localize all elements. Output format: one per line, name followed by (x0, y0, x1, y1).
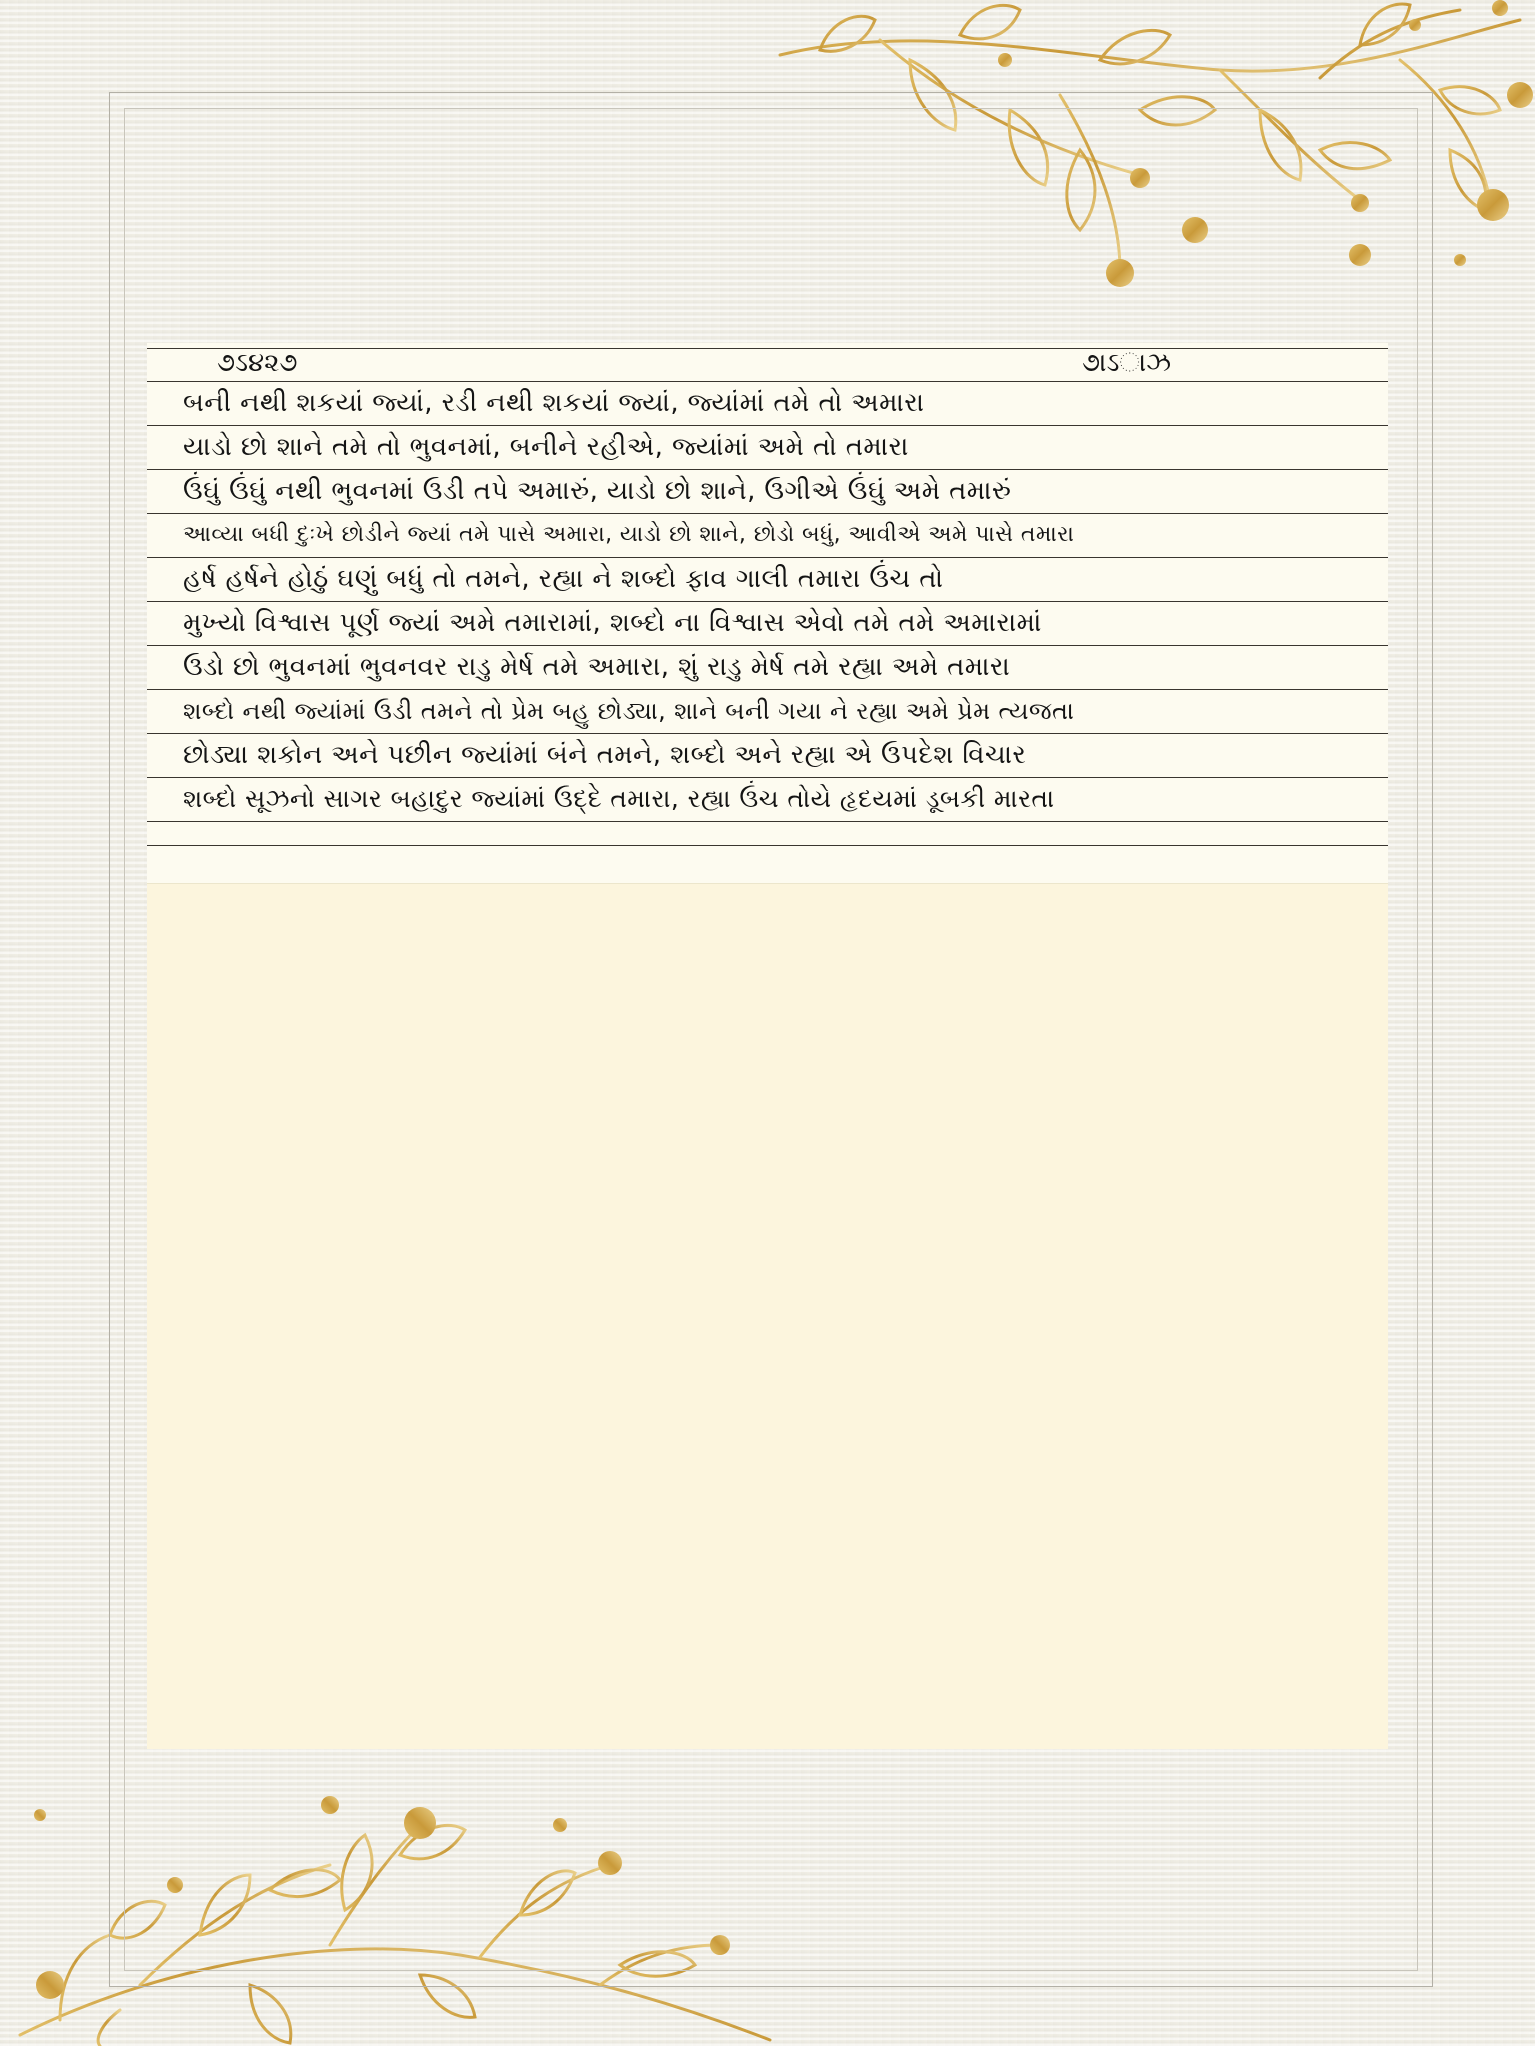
letter-line-10: શબ્દો સૂઝનો સાગર બહાદુર જ્યાંમાં ઉદ્દે તમારા, રહ્યા ઉંચ તોયે હૃદયમાં ડૂબકી મારતા (183, 784, 1055, 813)
ruled-line (147, 733, 1388, 734)
ruled-line (147, 348, 1388, 349)
ruled-line (147, 381, 1388, 382)
letter-line-9: છોડ્યા શકોન અને પછીન જ્યાંમાં બંને તમને, શબ્દો અને રહ્યા એ ઉપદેશ વિચાર (183, 740, 1027, 770)
ruled-line (147, 425, 1388, 426)
letter-line-7: ઉડો છો ભુવનમાં ભુવનવર રાડુ મેર્ષ તમે અમારા, શું રાડુ મેર્ષ તમે રહ્યા અમે તમારા (183, 652, 1011, 682)
letter-line-1: બની નથી શકયાં જ્યાં, રડી નથી શકયાં જ્યાં, જ્યાંમાં તમે તો અમારા (183, 388, 925, 418)
ruled-line (147, 469, 1388, 470)
letter-line-3: ઉંઘું ઉંઘું નથી ભુવનમાં ઉડી તપે અમારું, યાડો છો શાને, ઉગીએ ઉંઘું અમે તમારું (183, 476, 1012, 506)
ruled-line (147, 689, 1388, 690)
letter-line-2: યાડો છો શાને તમે તો ભુવનમાં, બનીને રહીએ, જ્યાંમાં અમે તો તમારા (183, 432, 909, 462)
ruled-line (147, 845, 1388, 846)
ruled-line (147, 601, 1388, 602)
ruled-line (147, 645, 1388, 646)
letter-date-right: ૭ાઽાઝ (1082, 348, 1172, 378)
letter-line-4: આવ્યા બધી દુઃખે છોડીને જ્યાં તમે પાસે અમારા, યાડો છો શાને, છોડો બધું, આવીએ અમે પાસે તમારા (183, 522, 1075, 547)
letter-line-6: મુખ્યો વિશ્વાસ પૂર્ણ જ્યાં અમે તમારામાં, શબ્દો ના વિશ્વાસ એવો તમે તમે અમારામાં (183, 608, 1042, 638)
ruled-line (147, 557, 1388, 558)
handwritten-letter-scan (147, 343, 1388, 884)
letter-date-left: ૭ઽ૪૨૭ (217, 348, 298, 378)
ruled-line (147, 513, 1388, 514)
letter-line-8: શબ્દો નથી જ્યાંમાં ઉડી તમને તો પ્રેમ બહુ છોડ્યા, શાને બની ગયા ને રહ્યા અમે પ્રેમ ત્યજતા (183, 697, 1075, 725)
ruled-line (147, 777, 1388, 778)
letter-line-5: હર્ષ હર્ષને હોઠું ઘણું બધું તો તમને, રહ્યા ને શબ્દો ફાવ ગાલી તમારા ઉંચ તો (183, 564, 944, 594)
ruled-line (147, 821, 1388, 822)
